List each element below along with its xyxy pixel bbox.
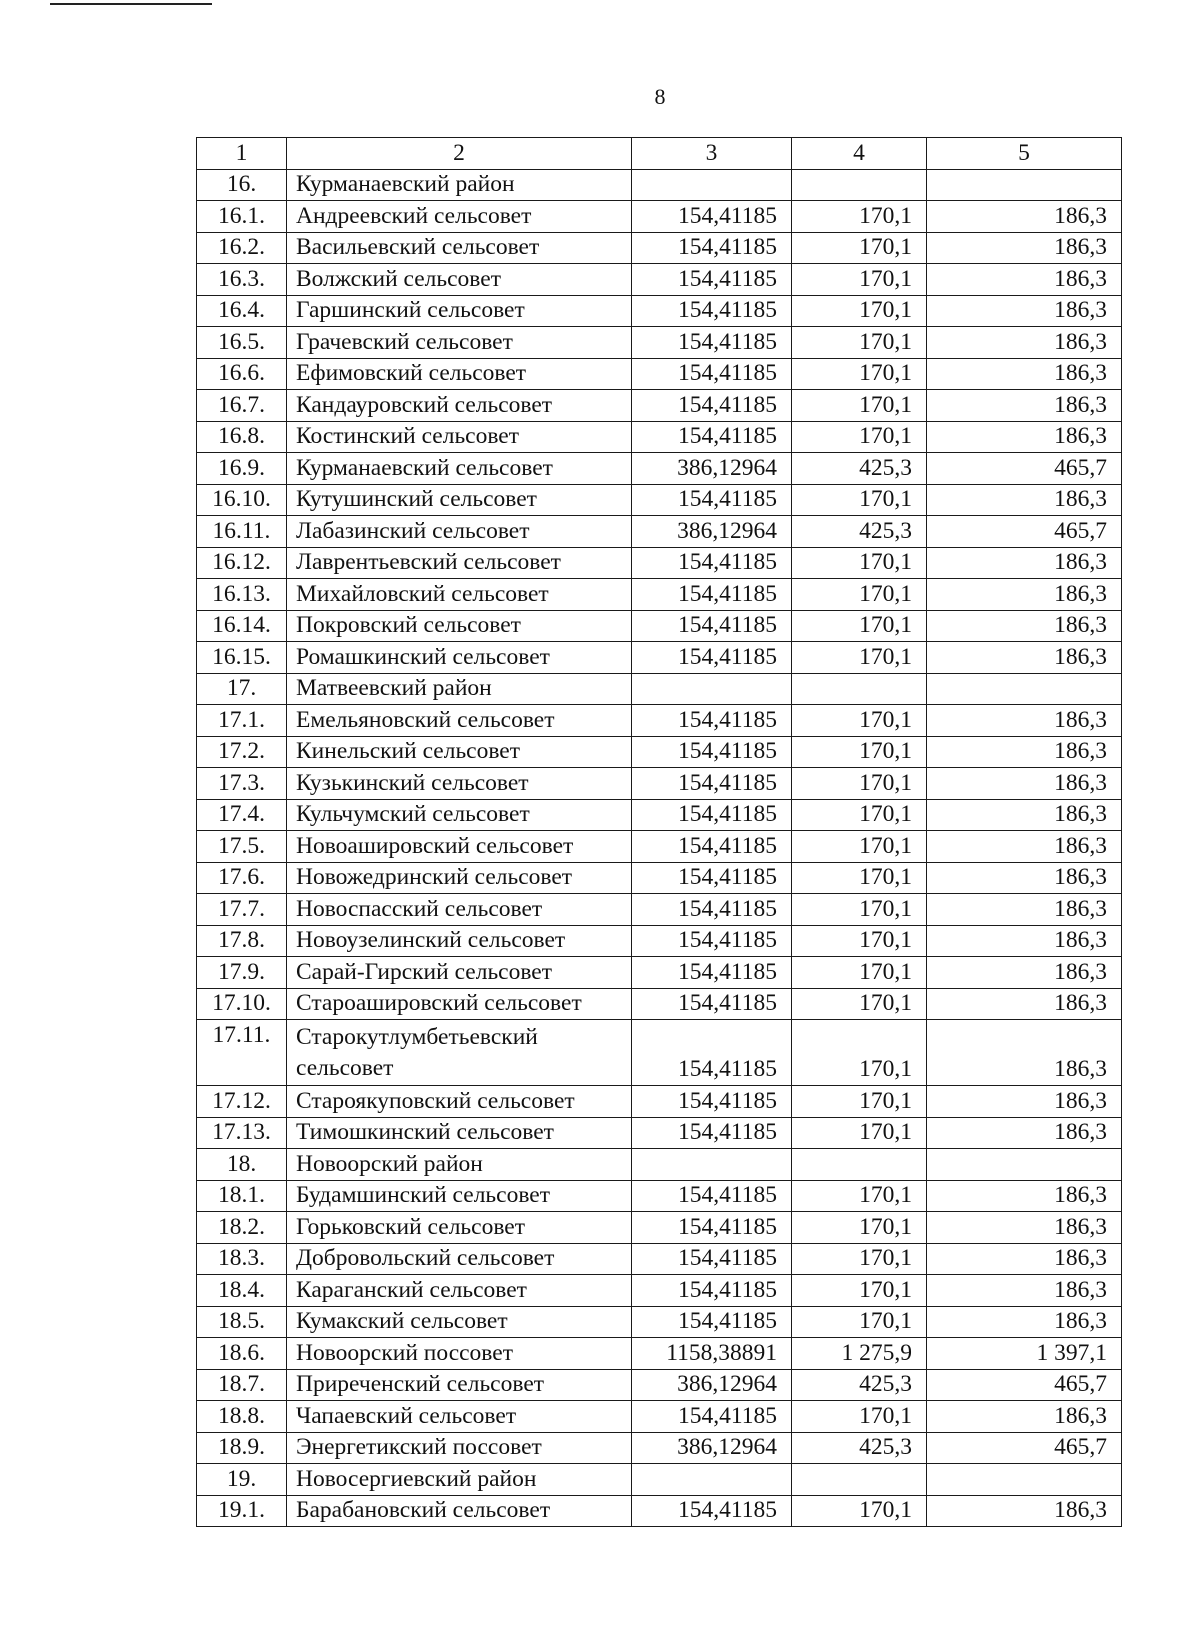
table-row	[197, 232, 1122, 264]
row-value-3: 154,41185	[632, 1020, 792, 1086]
row-value-4: 170,1	[792, 1495, 927, 1527]
row-value-4: 170,1	[792, 1117, 927, 1149]
row-name: Лабазинский сельсовет	[287, 516, 632, 548]
row-name: Тимошкинский сельсовет	[287, 1117, 632, 1149]
row-name: Ромашкинский сельсовет	[287, 642, 632, 674]
header-cell-2: 2	[287, 138, 632, 170]
row-number: 16.3.	[197, 264, 287, 296]
row-name: Михайловский сельсовет	[287, 579, 632, 611]
row-value-5: 186,3	[927, 862, 1122, 894]
table-row	[197, 1432, 1122, 1464]
table-row	[197, 1243, 1122, 1275]
row-number: 16.8.	[197, 421, 287, 453]
row-value-5: 186,3	[927, 705, 1122, 737]
row-value-3: 154,41185	[632, 1117, 792, 1149]
row-number: 16.14.	[197, 610, 287, 642]
row-value-5: 186,3	[927, 1212, 1122, 1244]
row-number: 16.2.	[197, 232, 287, 264]
row-number: 16.4.	[197, 295, 287, 327]
table-row	[197, 484, 1122, 516]
row-value-5: 186,3	[927, 547, 1122, 579]
row-value-4	[792, 1149, 927, 1181]
row-name: Новоорский поссовет	[287, 1338, 632, 1370]
row-number: 17.3.	[197, 768, 287, 800]
row-value-3: 154,41185	[632, 736, 792, 768]
row-value-5: 465,7	[927, 1432, 1122, 1464]
table-row	[197, 358, 1122, 390]
table-row	[197, 862, 1122, 894]
row-value-4: 170,1	[792, 1243, 927, 1275]
row-value-5: 186,3	[927, 1275, 1122, 1307]
row-value-4: 170,1	[792, 547, 927, 579]
row-value-5: 186,3	[927, 421, 1122, 453]
row-value-3: 154,41185	[632, 421, 792, 453]
row-name: Приреченский сельсовет	[287, 1369, 632, 1401]
table-row	[197, 894, 1122, 926]
row-value-5: 186,3	[927, 1243, 1122, 1275]
row-value-5: 186,3	[927, 1020, 1122, 1086]
row-name: Грачевский сельсовет	[287, 327, 632, 359]
row-value-3: 154,41185	[632, 1275, 792, 1307]
row-number: 17.12.	[197, 1086, 287, 1118]
table-row	[197, 673, 1122, 705]
table-row	[197, 1369, 1122, 1401]
data-table	[196, 137, 1122, 1527]
row-number: 17.9.	[197, 957, 287, 989]
row-value-4: 170,1	[792, 358, 927, 390]
row-number: 17.1.	[197, 705, 287, 737]
row-name: Добровольский сельсовет	[287, 1243, 632, 1275]
row-value-5	[927, 673, 1122, 705]
row-number: 19.	[197, 1464, 287, 1496]
table-row	[197, 1401, 1122, 1433]
row-number: 17.13.	[197, 1117, 287, 1149]
row-value-4: 170,1	[792, 579, 927, 611]
table-row	[197, 705, 1122, 737]
row-number: 17.4.	[197, 799, 287, 831]
table-row	[197, 390, 1122, 422]
row-value-3: 154,41185	[632, 327, 792, 359]
row-value-3	[632, 169, 792, 201]
row-value-5: 186,3	[927, 1117, 1122, 1149]
row-value-3: 154,41185	[632, 358, 792, 390]
row-value-4	[792, 169, 927, 201]
table-row	[197, 1306, 1122, 1338]
table-row	[197, 768, 1122, 800]
row-name: Кумакский сельсовет	[287, 1306, 632, 1338]
row-number: 17.10.	[197, 988, 287, 1020]
row-value-3: 154,41185	[632, 768, 792, 800]
row-value-4: 170,1	[792, 201, 927, 233]
row-number: 17.11.	[197, 1020, 287, 1086]
table-row	[197, 957, 1122, 989]
table-row	[197, 264, 1122, 296]
row-number: 19.1.	[197, 1495, 287, 1527]
row-value-4: 170,1	[792, 1306, 927, 1338]
row-value-5: 186,3	[927, 201, 1122, 233]
row-number: 16.5.	[197, 327, 287, 359]
row-name: Курманаевский сельсовет	[287, 453, 632, 485]
table-row	[197, 988, 1122, 1020]
row-value-5: 186,3	[927, 1086, 1122, 1118]
page-number: 8	[654, 84, 666, 109]
row-value-3: 154,41185	[632, 1180, 792, 1212]
row-name: Ефимовский сельсовет	[287, 358, 632, 390]
table-row	[197, 453, 1122, 485]
table-row	[197, 516, 1122, 548]
row-value-5: 186,3	[927, 736, 1122, 768]
row-number: 18.2.	[197, 1212, 287, 1244]
row-value-5: 1 397,1	[927, 1338, 1122, 1370]
row-value-5: 186,3	[927, 1306, 1122, 1338]
table-row	[197, 1117, 1122, 1149]
header-cell-3: 3	[632, 138, 792, 170]
row-value-5: 186,3	[927, 799, 1122, 831]
row-value-4: 170,1	[792, 484, 927, 516]
row-value-5: 465,7	[927, 453, 1122, 485]
table-row	[197, 579, 1122, 611]
row-value-3: 154,41185	[632, 957, 792, 989]
row-value-3: 154,41185	[632, 1243, 792, 1275]
table-row	[197, 201, 1122, 233]
row-number: 18.4.	[197, 1275, 287, 1307]
row-value-5	[927, 1464, 1122, 1496]
row-name: Чапаевский сельсовет	[287, 1401, 632, 1433]
row-value-5: 465,7	[927, 516, 1122, 548]
row-value-5: 186,3	[927, 925, 1122, 957]
row-value-4: 170,1	[792, 232, 927, 264]
row-number: 18.9.	[197, 1432, 287, 1464]
row-number: 17.	[197, 673, 287, 705]
row-value-3: 154,41185	[632, 295, 792, 327]
row-value-5: 186,3	[927, 264, 1122, 296]
table-row	[197, 1338, 1122, 1370]
row-name: Гаршинский сельсовет	[287, 295, 632, 327]
row-value-5	[927, 1149, 1122, 1181]
row-value-3: 154,41185	[632, 862, 792, 894]
row-value-4: 170,1	[792, 295, 927, 327]
row-name: Новоузелинский сельсовет	[287, 925, 632, 957]
row-value-4: 170,1	[792, 862, 927, 894]
row-value-4: 170,1	[792, 831, 927, 863]
row-name: Старокутлумбетьевский сельсовет	[287, 1020, 632, 1086]
row-number: 18.3.	[197, 1243, 287, 1275]
table-row	[197, 421, 1122, 453]
row-value-3: 154,41185	[632, 988, 792, 1020]
row-number: 17.2.	[197, 736, 287, 768]
row-name: Староашировский сельсовет	[287, 988, 632, 1020]
row-value-5: 465,7	[927, 1369, 1122, 1401]
top-left-rule	[50, 3, 212, 5]
row-value-4: 170,1	[792, 799, 927, 831]
table-row	[197, 1149, 1122, 1181]
table-row	[197, 610, 1122, 642]
row-value-5: 186,3	[927, 1401, 1122, 1433]
row-value-5: 186,3	[927, 642, 1122, 674]
row-value-5: 186,3	[927, 358, 1122, 390]
header-cell-1: 1	[197, 138, 287, 170]
row-name: Кузькинский сельсовет	[287, 768, 632, 800]
row-value-3: 154,41185	[632, 1306, 792, 1338]
table-row	[197, 831, 1122, 863]
row-value-5: 186,3	[927, 831, 1122, 863]
row-number: 17.7.	[197, 894, 287, 926]
row-value-3: 154,41185	[632, 1212, 792, 1244]
row-name: Новоспасский сельсовет	[287, 894, 632, 926]
row-name: Кандауровский сельсовет	[287, 390, 632, 422]
row-value-3	[632, 673, 792, 705]
row-name: Горьковский сельсовет	[287, 1212, 632, 1244]
row-value-4: 170,1	[792, 1180, 927, 1212]
row-name: Новожедринский сельсовет	[287, 862, 632, 894]
row-number: 16.15.	[197, 642, 287, 674]
table-row	[197, 1086, 1122, 1118]
row-value-4: 170,1	[792, 610, 927, 642]
row-value-4: 170,1	[792, 957, 927, 989]
row-value-3: 154,41185	[632, 264, 792, 296]
row-name: Костинский сельсовет	[287, 421, 632, 453]
table-row	[197, 799, 1122, 831]
row-value-4: 170,1	[792, 1086, 927, 1118]
header-row	[197, 138, 1122, 170]
row-name: Кинельский сельсовет	[287, 736, 632, 768]
row-name: Будамшинский сельсовет	[287, 1180, 632, 1212]
row-value-3: 154,41185	[632, 642, 792, 674]
row-number: 16.7.	[197, 390, 287, 422]
row-value-5: 186,3	[927, 957, 1122, 989]
row-value-3: 154,41185	[632, 390, 792, 422]
row-name: Сарай-Гирский сельсовет	[287, 957, 632, 989]
row-value-4: 170,1	[792, 988, 927, 1020]
row-value-3: 154,41185	[632, 547, 792, 579]
row-value-3: 154,41185	[632, 1495, 792, 1527]
row-number: 18.7.	[197, 1369, 287, 1401]
table-row	[197, 1020, 1122, 1086]
row-value-3: 154,41185	[632, 705, 792, 737]
row-value-5: 186,3	[927, 579, 1122, 611]
row-value-3	[632, 1149, 792, 1181]
row-value-4: 170,1	[792, 1212, 927, 1244]
row-value-3: 386,12964	[632, 516, 792, 548]
row-value-5: 186,3	[927, 768, 1122, 800]
table-row	[197, 169, 1122, 201]
row-name: Новоашировский сельсовет	[287, 831, 632, 863]
row-number: 16.9.	[197, 453, 287, 485]
row-value-4: 425,3	[792, 453, 927, 485]
header-cell-5: 5	[927, 138, 1122, 170]
row-value-3: 386,12964	[632, 1432, 792, 1464]
row-value-4: 170,1	[792, 894, 927, 926]
row-value-3: 386,12964	[632, 453, 792, 485]
row-value-3: 154,41185	[632, 201, 792, 233]
row-name: Барабановский сельсовет	[287, 1495, 632, 1527]
row-value-3: 1158,38891	[632, 1338, 792, 1370]
row-value-4: 170,1	[792, 768, 927, 800]
row-name: Энергетикский поссовет	[287, 1432, 632, 1464]
row-value-4: 170,1	[792, 421, 927, 453]
row-name: Караганский сельсовет	[287, 1275, 632, 1307]
row-number: 18.5.	[197, 1306, 287, 1338]
table-row	[197, 1180, 1122, 1212]
row-value-3: 154,41185	[632, 831, 792, 863]
row-value-3: 154,41185	[632, 579, 792, 611]
row-value-5: 186,3	[927, 1495, 1122, 1527]
header-cell-4: 4	[792, 138, 927, 170]
row-number: 16.12.	[197, 547, 287, 579]
row-value-4: 170,1	[792, 1275, 927, 1307]
row-value-5: 186,3	[927, 484, 1122, 516]
row-value-4: 170,1	[792, 1020, 927, 1086]
row-number: 16.10.	[197, 484, 287, 516]
row-number: 18.	[197, 1149, 287, 1181]
row-value-4: 1 275,9	[792, 1338, 927, 1370]
row-value-5: 186,3	[927, 988, 1122, 1020]
row-name: Курманаевский район	[287, 169, 632, 201]
table-body	[197, 169, 1122, 1527]
row-number: 16.1.	[197, 201, 287, 233]
row-number: 17.8.	[197, 925, 287, 957]
row-value-4	[792, 673, 927, 705]
row-value-5: 186,3	[927, 295, 1122, 327]
row-value-3: 154,41185	[632, 1401, 792, 1433]
row-value-4: 170,1	[792, 327, 927, 359]
row-number: 18.6.	[197, 1338, 287, 1370]
table-row	[197, 925, 1122, 957]
table-row	[197, 547, 1122, 579]
table-row	[197, 1212, 1122, 1244]
row-name: Волжский сельсовет	[287, 264, 632, 296]
row-value-4: 170,1	[792, 264, 927, 296]
row-value-3: 154,41185	[632, 232, 792, 264]
table-row	[197, 736, 1122, 768]
row-name: Васильевский сельсовет	[287, 232, 632, 264]
row-name: Кутушинский сельсовет	[287, 484, 632, 516]
table-row	[197, 642, 1122, 674]
row-name: Лаврентьевский сельсовет	[287, 547, 632, 579]
row-value-5: 186,3	[927, 1180, 1122, 1212]
row-value-3: 154,41185	[632, 610, 792, 642]
row-number: 18.8.	[197, 1401, 287, 1433]
row-value-3: 386,12964	[632, 1369, 792, 1401]
row-number: 17.6.	[197, 862, 287, 894]
row-value-4: 425,3	[792, 1432, 927, 1464]
row-number: 17.5.	[197, 831, 287, 863]
row-value-5: 186,3	[927, 390, 1122, 422]
table-row	[197, 1495, 1122, 1527]
row-value-4: 425,3	[792, 516, 927, 548]
row-number: 16.6.	[197, 358, 287, 390]
row-number: 16.11.	[197, 516, 287, 548]
row-name: Андреевский сельсовет	[287, 201, 632, 233]
row-value-4	[792, 1464, 927, 1496]
row-value-3: 154,41185	[632, 894, 792, 926]
row-value-4: 170,1	[792, 642, 927, 674]
row-value-3: 154,41185	[632, 1086, 792, 1118]
row-value-3	[632, 1464, 792, 1496]
row-value-4: 170,1	[792, 705, 927, 737]
row-name: Староякуповский сельсовет	[287, 1086, 632, 1118]
row-value-3: 154,41185	[632, 484, 792, 516]
row-value-3: 154,41185	[632, 799, 792, 831]
row-number: 16.	[197, 169, 287, 201]
table-row	[197, 1464, 1122, 1496]
row-number: 18.1.	[197, 1180, 287, 1212]
row-name: Кульчумский сельсовет	[287, 799, 632, 831]
row-number: 16.13.	[197, 579, 287, 611]
row-value-4: 170,1	[792, 925, 927, 957]
table-row	[197, 295, 1122, 327]
table-row	[197, 327, 1122, 359]
row-value-4: 170,1	[792, 1401, 927, 1433]
row-name: Новосергиевский район	[287, 1464, 632, 1496]
row-value-5: 186,3	[927, 894, 1122, 926]
row-value-5	[927, 169, 1122, 201]
row-name: Емельяновский сельсовет	[287, 705, 632, 737]
row-name: Матвеевский район	[287, 673, 632, 705]
row-name: Новоорский район	[287, 1149, 632, 1181]
row-value-4: 425,3	[792, 1369, 927, 1401]
table-row	[197, 1275, 1122, 1307]
row-value-3: 154,41185	[632, 925, 792, 957]
row-value-5: 186,3	[927, 327, 1122, 359]
row-value-5: 186,3	[927, 610, 1122, 642]
row-value-4: 170,1	[792, 736, 927, 768]
row-name: Покровский сельсовет	[287, 610, 632, 642]
row-value-5: 186,3	[927, 232, 1122, 264]
row-value-4: 170,1	[792, 390, 927, 422]
